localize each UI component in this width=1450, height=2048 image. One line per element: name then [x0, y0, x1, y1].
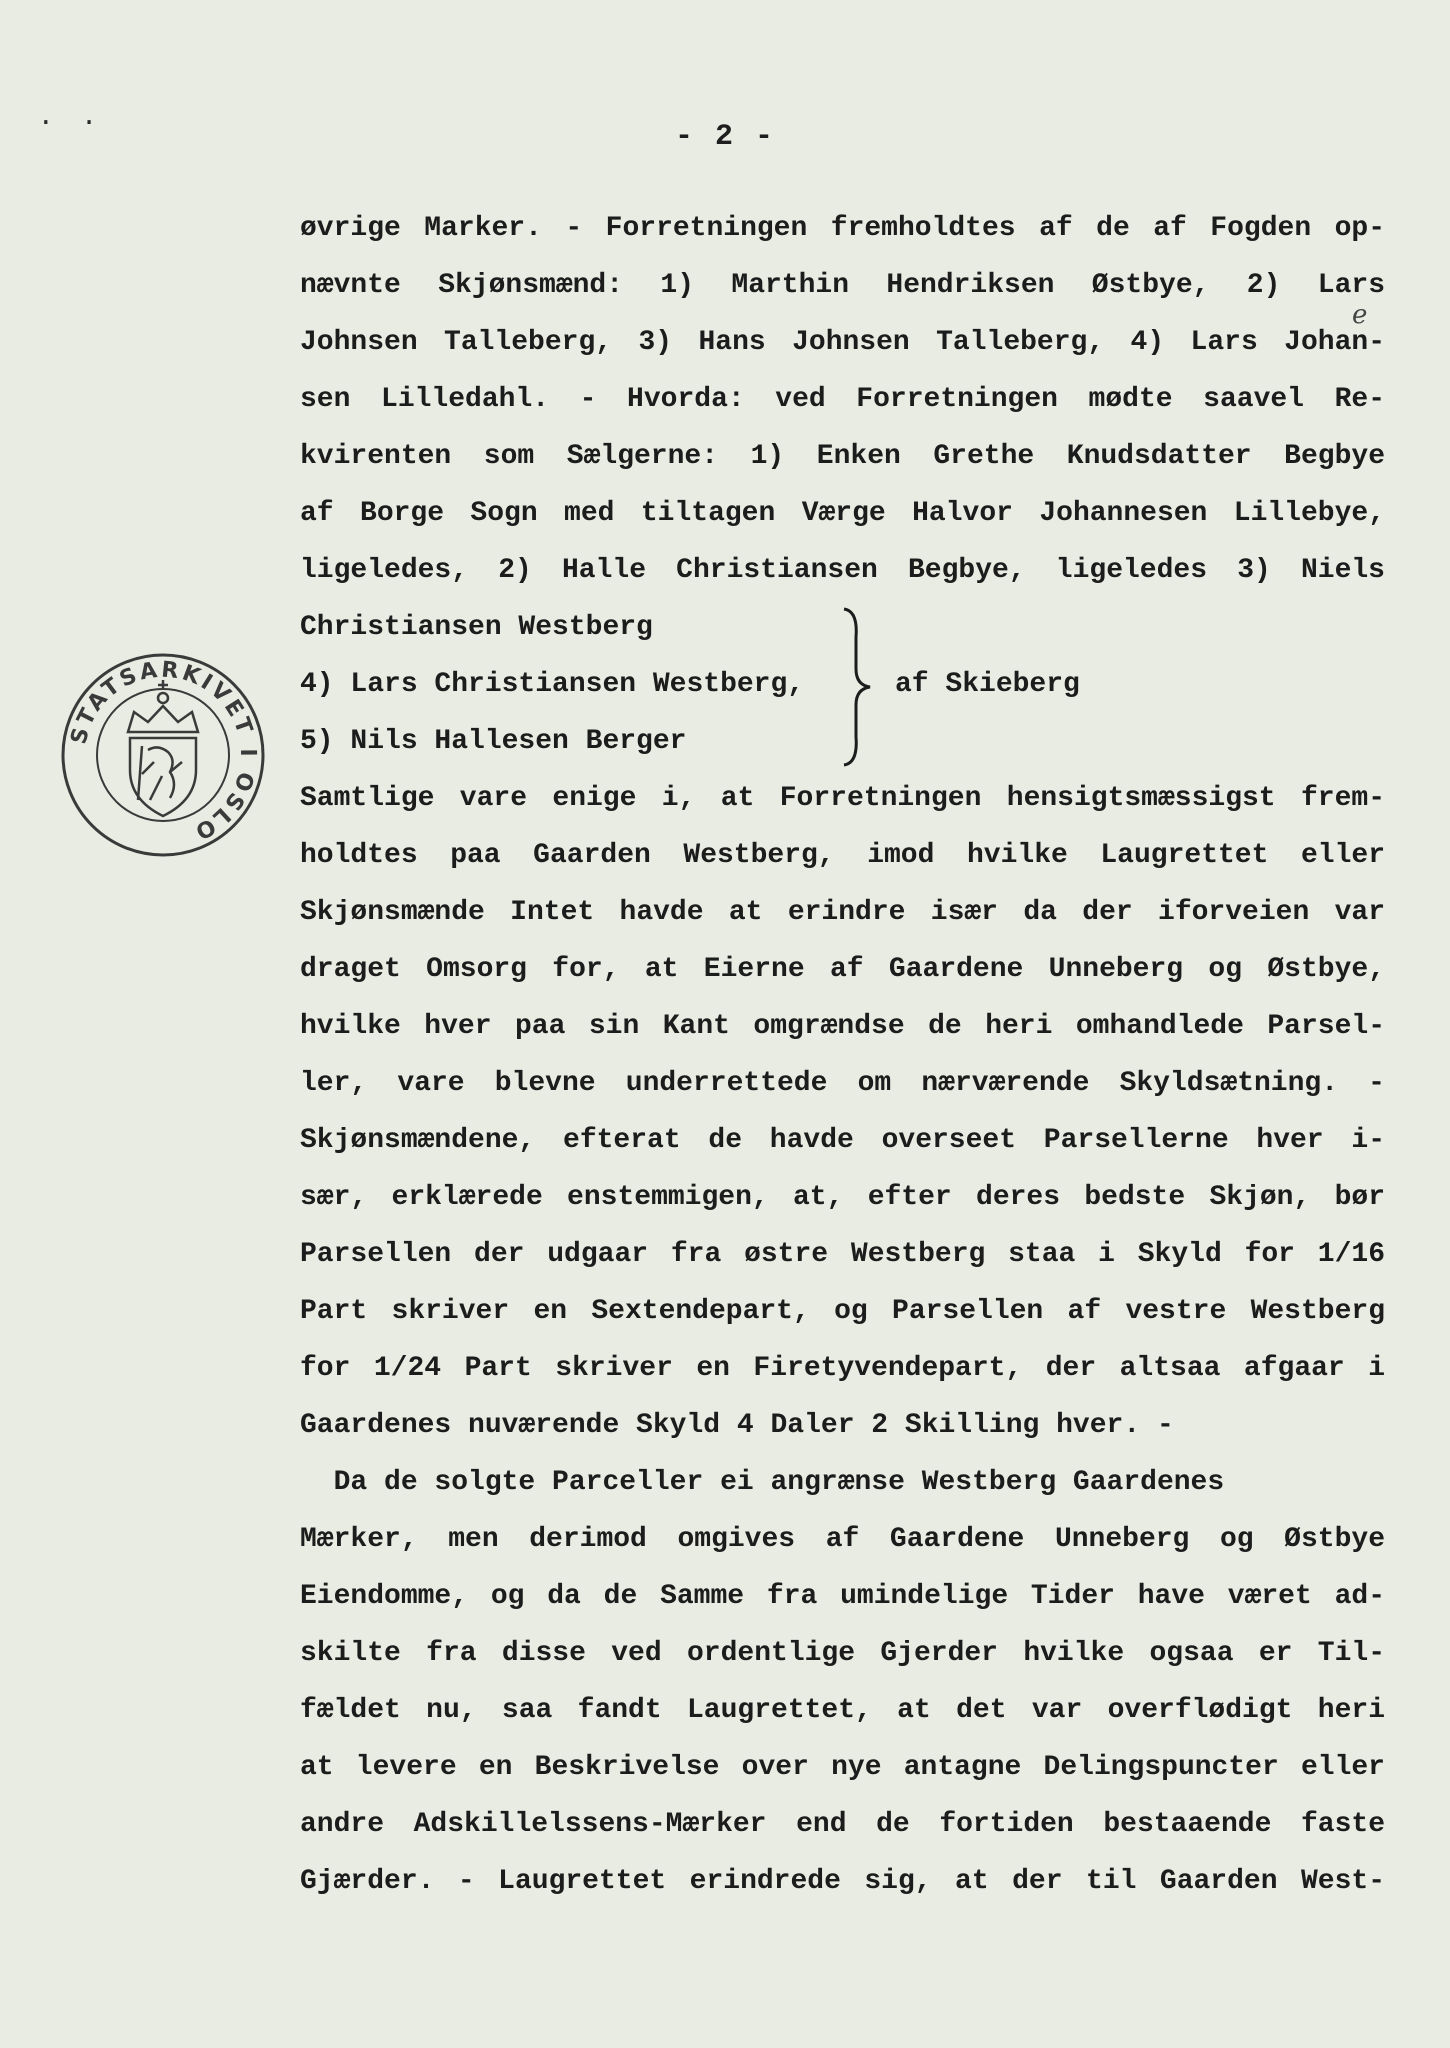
text-line: for 1/24 Part skriver en Firetyvendepart, der altsaa afgaar i — [300, 1353, 1385, 1384]
text-line: sær, erklærede enstemmigen, at, efter deres bedste Skjøn, bør — [300, 1182, 1385, 1213]
archive-stamp-icon — [58, 650, 268, 860]
text-line: Gaardenes nuværende Skyld 4 Daler 2 Skilling hver. - — [300, 1410, 1174, 1441]
paragraph-3 — [300, 1454, 1400, 1910]
text-line: ligeledes, 2) Halle Christiansen Begbye, ligeledes 3) Niels — [300, 555, 1385, 586]
page-number: - 2 - — [674, 120, 775, 154]
text-line: 4) Lars Christiansen Westberg, — [300, 669, 805, 700]
text-line: Mærker, men derimod omgives af Gaardene Unneberg og Østbye — [300, 1524, 1385, 1555]
text-line: holdtes paa Gaarden Westberg, imod hvilke Laugrettet eller — [300, 840, 1385, 871]
text-line: draget Omsorg for, at Eierne af Gaardene Unneberg og Østbye, — [300, 954, 1385, 985]
text-line: skilte fra disse ved ordentlige Gjerder hvilke ogsaa er Til- — [300, 1638, 1385, 1669]
paragraph-2 — [300, 770, 1400, 1454]
text-line: at levere en Beskrivelse over nye antagne Delingspuncter eller — [300, 1752, 1385, 1783]
text-line: Skjønsmænde Intet havde at erindre især da der iforveien var — [300, 897, 1385, 928]
text-line: sen Lilledahl. - Hvorda: ved Forretningen mødte saavel Re- — [300, 384, 1385, 415]
text-line: Skjønsmændene, efterat de havde overseet Parsellerne hver i- — [300, 1125, 1385, 1156]
text-line: Parsellen der udgaar fra østre Westberg staa i Skyld for 1/16 — [300, 1239, 1385, 1270]
text-line: andre Adskillelssens-Mærker end de fortiden bestaaende faste — [300, 1809, 1385, 1840]
brace-label: af Skieberg — [895, 669, 1080, 700]
margin-correction: e — [1352, 300, 1368, 330]
text-line: Da de solgte Parceller ei angrænse Westberg Gaardenes — [300, 1467, 1225, 1498]
text-line: hvilke hver paa sin Kant omgrændse de heri omhandlede Parsel- — [300, 1011, 1385, 1042]
paragraph-1 — [300, 200, 1400, 599]
text-line: Eiendomme, og da de Samme fra umindelige Tider have været ad- — [300, 1581, 1385, 1612]
text-line: Gjærder. - Laugrettet erindrede sig, at der til Gaarden West- — [300, 1866, 1385, 1897]
curly-brace-icon — [840, 607, 874, 767]
text-line: fældet nu, saa fandt Laugrettet, at det var overflødigt heri — [300, 1695, 1385, 1726]
text-line: Part skriver en Sextendepart, og Parsellen af vestre Westberg — [300, 1296, 1385, 1327]
text-line: Johnsen Talleberg, 3) Hans Johnsen Talleberg, 4) Lars Johan- — [300, 327, 1385, 358]
text-line: Christiansen Westberg — [300, 612, 653, 643]
text-line: 5) Nils Hallesen Berger — [300, 726, 687, 757]
text-line: af Borge Sogn med tiltagen Værge Halvor Johannesen Lillebye, — [300, 498, 1385, 529]
text-line: ler, vare blevne underrettede om nærværende Skyldsætning. - — [300, 1068, 1385, 1099]
document-body — [300, 200, 1400, 1910]
text-line: nævnte Skjønsmænd: 1) Marthin Hendriksen Østbye, 2) Lars — [300, 270, 1385, 301]
paper-specks: · · — [38, 108, 103, 138]
stamp-text: STATSARKIVET I OSLO — [66, 657, 261, 846]
text-line: kvirenten som Sælgerne: 1) Enken Grethe Knudsdatter Begbye — [300, 441, 1385, 472]
text-line: Samtlige vare enige i, at Forretningen hensigtsmæssigst frem- — [300, 783, 1385, 814]
seller-brace-group — [300, 599, 1400, 770]
text-line: øvrige Marker. - Forretningen fremholdtes af de af Fogden op- — [300, 213, 1385, 244]
